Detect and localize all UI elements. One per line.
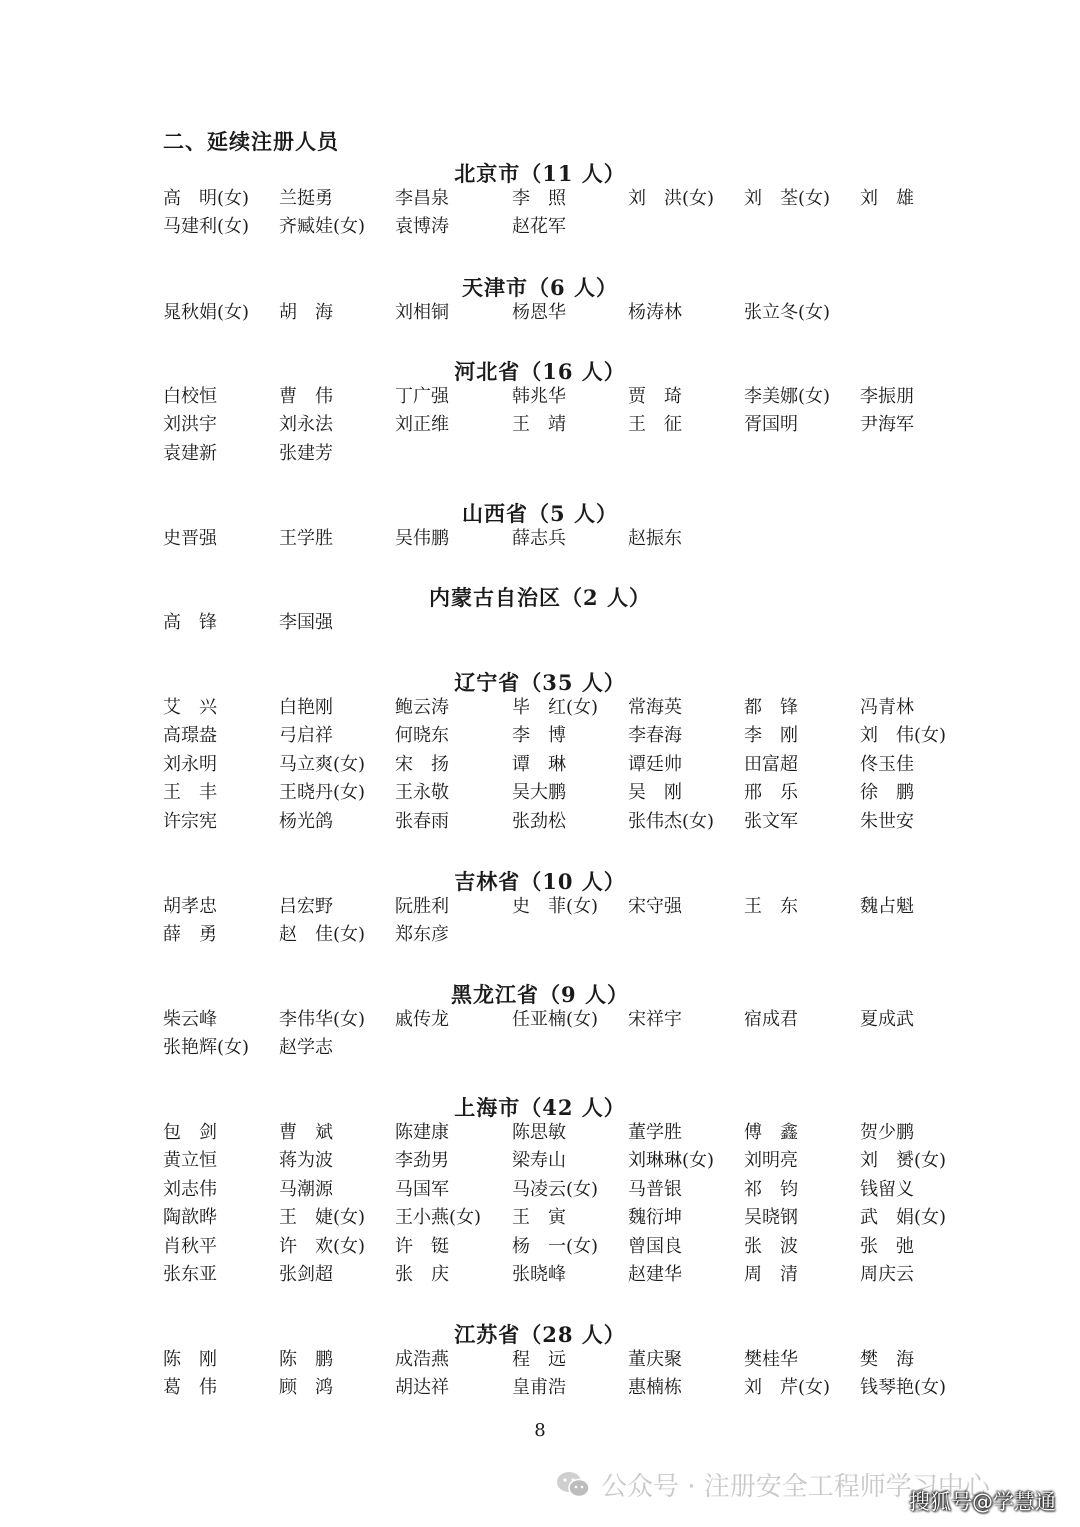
person-name: 胡达祥 <box>395 1377 449 1399</box>
page-number: 8 <box>534 1420 546 1441</box>
person-name: 王 征 <box>628 414 682 436</box>
person-name: 周 清 <box>744 1264 798 1285</box>
person-name: 马潮源 <box>279 1178 333 1200</box>
person-name: 马国军 <box>395 1178 449 1200</box>
person-name: 贾 琦 <box>628 386 682 407</box>
person-name: 吕宏野 <box>279 896 333 917</box>
person-name: 马凌云(女) <box>512 1178 599 1200</box>
person-name: 王 婕(女) <box>279 1207 366 1229</box>
person-name: 张 波 <box>744 1235 798 1257</box>
person-name: 杨 一(女) <box>512 1235 599 1257</box>
region-title: 黑龙江省（9 人） <box>451 982 629 1007</box>
person-name: 张建芳 <box>279 442 333 464</box>
person-name: 陈建康 <box>395 1122 449 1143</box>
person-name: 李美娜(女) <box>744 386 831 407</box>
person-name: 薛志兵 <box>512 528 566 549</box>
person-name: 张文军 <box>744 810 798 832</box>
person-name: 曹 斌 <box>279 1122 333 1143</box>
person-name: 张 弛 <box>860 1235 914 1257</box>
person-name: 都 锋 <box>744 697 798 718</box>
person-name: 李劲男 <box>395 1150 449 1172</box>
region-title: 北京市（11 人） <box>454 161 626 186</box>
person-name: 袁建新 <box>163 442 217 464</box>
person-name: 薛 勇 <box>163 924 217 946</box>
person-name: 祁 钧 <box>744 1178 798 1200</box>
person-name: 陈 刚 <box>163 1349 217 1370</box>
source-credit: 搜狐号@学慧通 <box>909 1490 1056 1514</box>
person-name: 王学胜 <box>279 528 333 549</box>
person-name: 刘 赟(女) <box>860 1150 947 1172</box>
person-name: 刘 荃(女) <box>744 188 831 209</box>
person-name: 高 明(女) <box>163 188 250 209</box>
person-name: 宋 扬 <box>395 753 449 775</box>
person-name: 邢 乐 <box>744 782 798 804</box>
person-name: 张 庆 <box>395 1264 449 1285</box>
person-name: 钱琴艳(女) <box>860 1377 947 1399</box>
person-name: 王小燕(女) <box>395 1207 482 1229</box>
person-name: 武 娟(女) <box>860 1207 947 1229</box>
person-name: 刘 芹(女) <box>744 1377 831 1399</box>
person-name: 赵学志 <box>279 1037 333 1059</box>
person-name: 马立爽(女) <box>279 753 366 775</box>
person-name: 王永敬 <box>395 782 449 804</box>
person-name: 史晋强 <box>163 528 217 549</box>
person-name: 包 剑 <box>163 1122 217 1143</box>
person-name: 尹海军 <box>860 414 914 436</box>
person-name: 刘明亮 <box>744 1150 798 1172</box>
person-name: 程 远 <box>512 1349 566 1370</box>
person-name: 张东亚 <box>163 1264 217 1285</box>
person-name: 杨涛林 <box>628 302 682 323</box>
person-name: 钱留义 <box>860 1178 914 1200</box>
person-name: 蒋为波 <box>279 1150 333 1172</box>
region-title: 吉林省（10 人） <box>454 869 626 894</box>
person-name: 柴云峰 <box>163 1009 217 1030</box>
person-name: 成浩燕 <box>395 1349 449 1370</box>
person-name: 许宗宪 <box>163 810 217 832</box>
person-name: 杨光鸽 <box>279 810 333 832</box>
person-name: 王晓丹(女) <box>279 782 366 804</box>
person-name: 刘永法 <box>279 414 333 436</box>
person-name: 韩兆华 <box>512 386 566 407</box>
person-name: 刘洪宇 <box>163 414 217 436</box>
person-name: 樊 海 <box>860 1349 914 1370</box>
person-name: 谭廷帅 <box>628 753 682 775</box>
person-name: 许 欢(女) <box>279 1235 366 1257</box>
person-name: 夏成武 <box>860 1009 914 1030</box>
person-name: 李振朋 <box>860 386 914 407</box>
region-title: 上海市（42 人） <box>454 1095 626 1120</box>
person-name: 张艳辉(女) <box>163 1037 250 1059</box>
person-name: 马建利(女) <box>163 216 250 238</box>
person-name: 董庆聚 <box>628 1349 682 1370</box>
person-name: 任亚楠(女) <box>512 1009 599 1030</box>
person-name: 史 菲(女) <box>512 896 599 917</box>
person-name: 赵 佳(女) <box>279 924 366 946</box>
person-name: 刘永明 <box>163 753 217 775</box>
person-name: 刘相铜 <box>395 302 449 323</box>
person-name: 周庆云 <box>860 1264 914 1285</box>
region-title: 河北省（16 人） <box>454 359 626 384</box>
person-name: 李国强 <box>279 612 333 633</box>
person-name: 曾国良 <box>628 1235 682 1257</box>
wechat-icon <box>555 1470 591 1500</box>
person-name: 李伟华(女) <box>279 1009 366 1030</box>
person-name: 艾 兴 <box>163 697 217 718</box>
person-name: 惠楠栋 <box>628 1377 682 1399</box>
person-name: 宋守强 <box>628 896 682 917</box>
person-name: 李 博 <box>512 725 566 747</box>
person-name: 傅 鑫 <box>744 1122 798 1143</box>
person-name: 张伟杰(女) <box>628 810 715 832</box>
person-name: 李 照 <box>512 188 566 209</box>
person-name: 刘 雄 <box>860 188 914 209</box>
person-name: 何晓东 <box>395 725 449 747</box>
person-name: 齐臧娃(女) <box>279 216 366 238</box>
person-name: 谭 琳 <box>512 753 566 775</box>
person-name: 赵振东 <box>628 528 682 549</box>
person-name: 魏衍坤 <box>628 1207 682 1229</box>
person-name: 白艳刚 <box>279 697 333 718</box>
person-name: 葛 伟 <box>163 1377 217 1399</box>
person-name: 冯青林 <box>860 697 914 718</box>
person-name: 佟玉佳 <box>860 753 914 775</box>
person-name: 贺少鹏 <box>860 1122 914 1143</box>
person-name: 弓启祥 <box>279 725 333 747</box>
person-name: 吴大鹏 <box>512 782 566 804</box>
person-name: 张立冬(女) <box>744 302 831 323</box>
person-name: 陈 鹏 <box>279 1349 333 1370</box>
watermark-text: 公众号 · 注册安全工程师学习中心 <box>601 1472 990 1502</box>
person-name: 常海英 <box>628 697 682 718</box>
person-name: 刘正维 <box>395 414 449 436</box>
person-name: 宋祥宇 <box>628 1009 682 1030</box>
person-name: 李春海 <box>628 725 682 747</box>
person-name: 董学胜 <box>628 1122 682 1143</box>
person-name: 肖秋平 <box>163 1235 217 1257</box>
person-name: 吴 刚 <box>628 782 682 804</box>
person-name: 王 丰 <box>163 782 217 804</box>
person-name: 白校恒 <box>163 386 217 407</box>
person-name: 戚传龙 <box>395 1009 449 1030</box>
person-name: 梁寿山 <box>512 1150 566 1172</box>
person-name: 杨恩华 <box>512 302 566 323</box>
person-name: 王 靖 <box>512 414 566 436</box>
person-name: 兰挺勇 <box>279 188 333 209</box>
person-name: 曹 伟 <box>279 386 333 407</box>
region-title: 辽宁省（35 人） <box>454 670 626 695</box>
person-name: 胡孝忠 <box>163 896 217 917</box>
person-name: 魏占魁 <box>860 896 914 917</box>
person-name: 樊桂华 <box>744 1349 798 1370</box>
person-name: 胡 海 <box>279 302 333 323</box>
person-name: 张春雨 <box>395 810 449 832</box>
person-name: 陈思敏 <box>512 1122 566 1143</box>
person-name: 许 铤 <box>395 1235 449 1257</box>
person-name: 刘志伟 <box>163 1178 217 1200</box>
person-name: 高 锋 <box>163 612 217 633</box>
person-name: 阮胜利 <box>395 896 449 917</box>
person-name: 袁博涛 <box>395 216 449 238</box>
person-name: 田富超 <box>744 753 798 775</box>
region-title: 江苏省（28 人） <box>454 1322 626 1347</box>
person-name: 晁秋娟(女) <box>163 302 250 323</box>
section-heading: 二、延续注册人员 <box>163 130 339 154</box>
person-name: 郑东彦 <box>395 924 449 946</box>
region-title: 天津市（6 人） <box>462 275 618 300</box>
person-name: 鲍云涛 <box>395 697 449 718</box>
person-name: 皇甫浩 <box>512 1377 566 1399</box>
person-name: 刘琳琳(女) <box>628 1150 715 1172</box>
person-name: 徐 鹏 <box>860 782 914 804</box>
person-name: 刘 洪(女) <box>628 188 715 209</box>
person-name: 刘 伟(女) <box>860 725 947 747</box>
person-name: 毕 红(女) <box>512 697 599 718</box>
person-name: 李昌泉 <box>395 188 449 209</box>
person-name: 赵建华 <box>628 1264 682 1285</box>
region-title: 山西省（5 人） <box>462 501 618 526</box>
person-name: 高璟盎 <box>163 725 217 747</box>
person-name: 马普银 <box>628 1178 682 1200</box>
person-name: 陶歆晔 <box>163 1207 217 1229</box>
person-name: 顾 鸿 <box>279 1377 333 1399</box>
person-name: 朱世安 <box>860 810 914 832</box>
person-name: 胥国明 <box>744 414 798 436</box>
person-name: 张晓峰 <box>512 1264 566 1285</box>
person-name: 赵花军 <box>512 216 566 238</box>
person-name: 张劲松 <box>512 810 566 832</box>
person-name: 黄立恒 <box>163 1150 217 1172</box>
person-name: 王 东 <box>744 896 798 917</box>
person-name: 张剑超 <box>279 1264 333 1285</box>
person-name: 吴晓钢 <box>744 1207 798 1229</box>
person-name: 宿成君 <box>744 1009 798 1030</box>
person-name: 王 寅 <box>512 1207 566 1229</box>
person-name: 丁广强 <box>395 386 449 407</box>
person-name: 吴伟鹏 <box>395 528 449 549</box>
person-name: 李 刚 <box>744 725 798 747</box>
region-title: 内蒙古自治区（2 人） <box>429 585 651 610</box>
